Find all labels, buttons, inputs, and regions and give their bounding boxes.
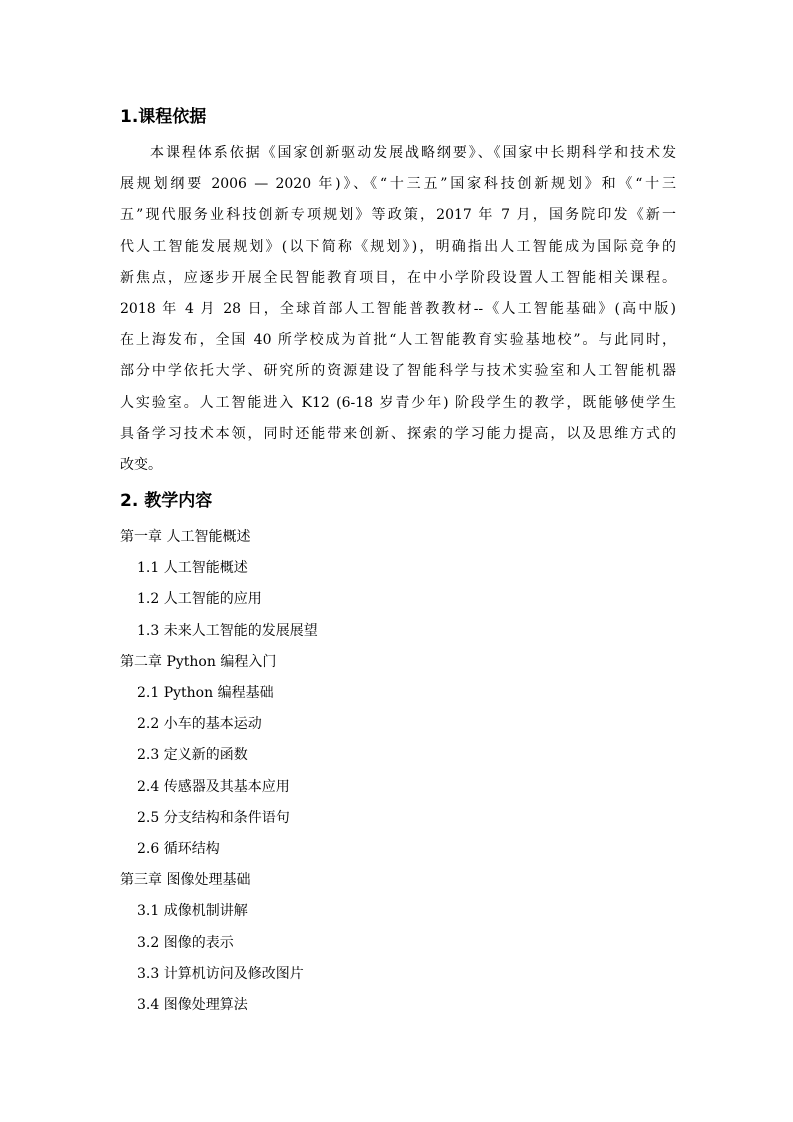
paragraph-line: 人实验室。人工智能进入 K12 (6-18 岁青少年) 阶段学生的教学，既能够使学生 bbox=[120, 394, 676, 411]
section-item: 1.1 人工智能概述 bbox=[137, 560, 248, 577]
section-item: 2.1 Python 编程基础 bbox=[137, 685, 274, 702]
paragraph-line: 五”现代服务业科技创新专项规划》等政策，2017 年 7 月，国务院印发《新一 bbox=[120, 207, 676, 224]
chapter-item: 第二章 Python 编程入门 bbox=[120, 653, 277, 670]
course-contents-list bbox=[120, 522, 318, 1021]
section-item: 2.5 分支结构和条件语句 bbox=[137, 809, 290, 826]
paragraph-line: 部分中学依托大学、研究所的资源建设了智能科学与技术实验室和人工智能机器 bbox=[120, 363, 676, 380]
paragraph-line: 2018 年 4 月 28 日，全球首部人工智能普教教材--《人工智能基础》(高中版) bbox=[120, 301, 676, 318]
paragraph-line: 在上海发布，全国 40 所学校成为首批“人工智能教育实验基地校”。与此同时， bbox=[120, 332, 676, 349]
section-1-paragraph bbox=[120, 138, 676, 481]
paragraph-line: 改变。 bbox=[120, 457, 162, 474]
section-item: 2.6 循环结构 bbox=[137, 841, 220, 858]
paragraph-line: 本课程体系依据《国家创新驱动发展战略纲要》、《国家中长期科学和技术发 bbox=[150, 145, 676, 161]
section-1-heading: 1.课程依据 bbox=[120, 107, 207, 127]
paragraph-line: 代人工智能发展规划》(以下简称《规划》)，明确指出人工智能成为国际竞争的 bbox=[120, 238, 676, 255]
paragraph-line: 新焦点，应逐步开展全民智能教育项目，在中小学阶段设置人工智能相关课程。 bbox=[120, 269, 676, 286]
section-item: 3.1 成像机制讲解 bbox=[137, 903, 248, 920]
chapter-item: 第一章 人工智能概述 bbox=[120, 529, 251, 545]
section-item: 3.3 计算机访问及修改图片 bbox=[137, 965, 304, 982]
section-item: 1.2 人工智能的应用 bbox=[137, 591, 262, 608]
section-item: 2.3 定义新的函数 bbox=[137, 747, 248, 764]
section-item: 3.2 图像的表示 bbox=[137, 934, 234, 951]
section-item: 2.4 传感器及其基本应用 bbox=[137, 778, 290, 795]
section-item: 2.2 小车的基本运动 bbox=[137, 716, 262, 733]
section-item: 3.4 图像处理算法 bbox=[137, 997, 248, 1014]
chapter-item: 第三章 图像处理基础 bbox=[120, 872, 251, 889]
paragraph-line: 展规划纲要 2006 — 2020 年)》、《“十三五”国家科技创新规划》和《“十三 bbox=[120, 176, 676, 193]
section-2-heading: 2. 教学内容 bbox=[120, 491, 213, 511]
paragraph-line: 具备学习技术本领，同时还能带来创新、探索的学习能力提高，以及思维方式的 bbox=[120, 425, 676, 442]
section-item: 1.3 未来人工智能的发展展望 bbox=[137, 622, 318, 639]
